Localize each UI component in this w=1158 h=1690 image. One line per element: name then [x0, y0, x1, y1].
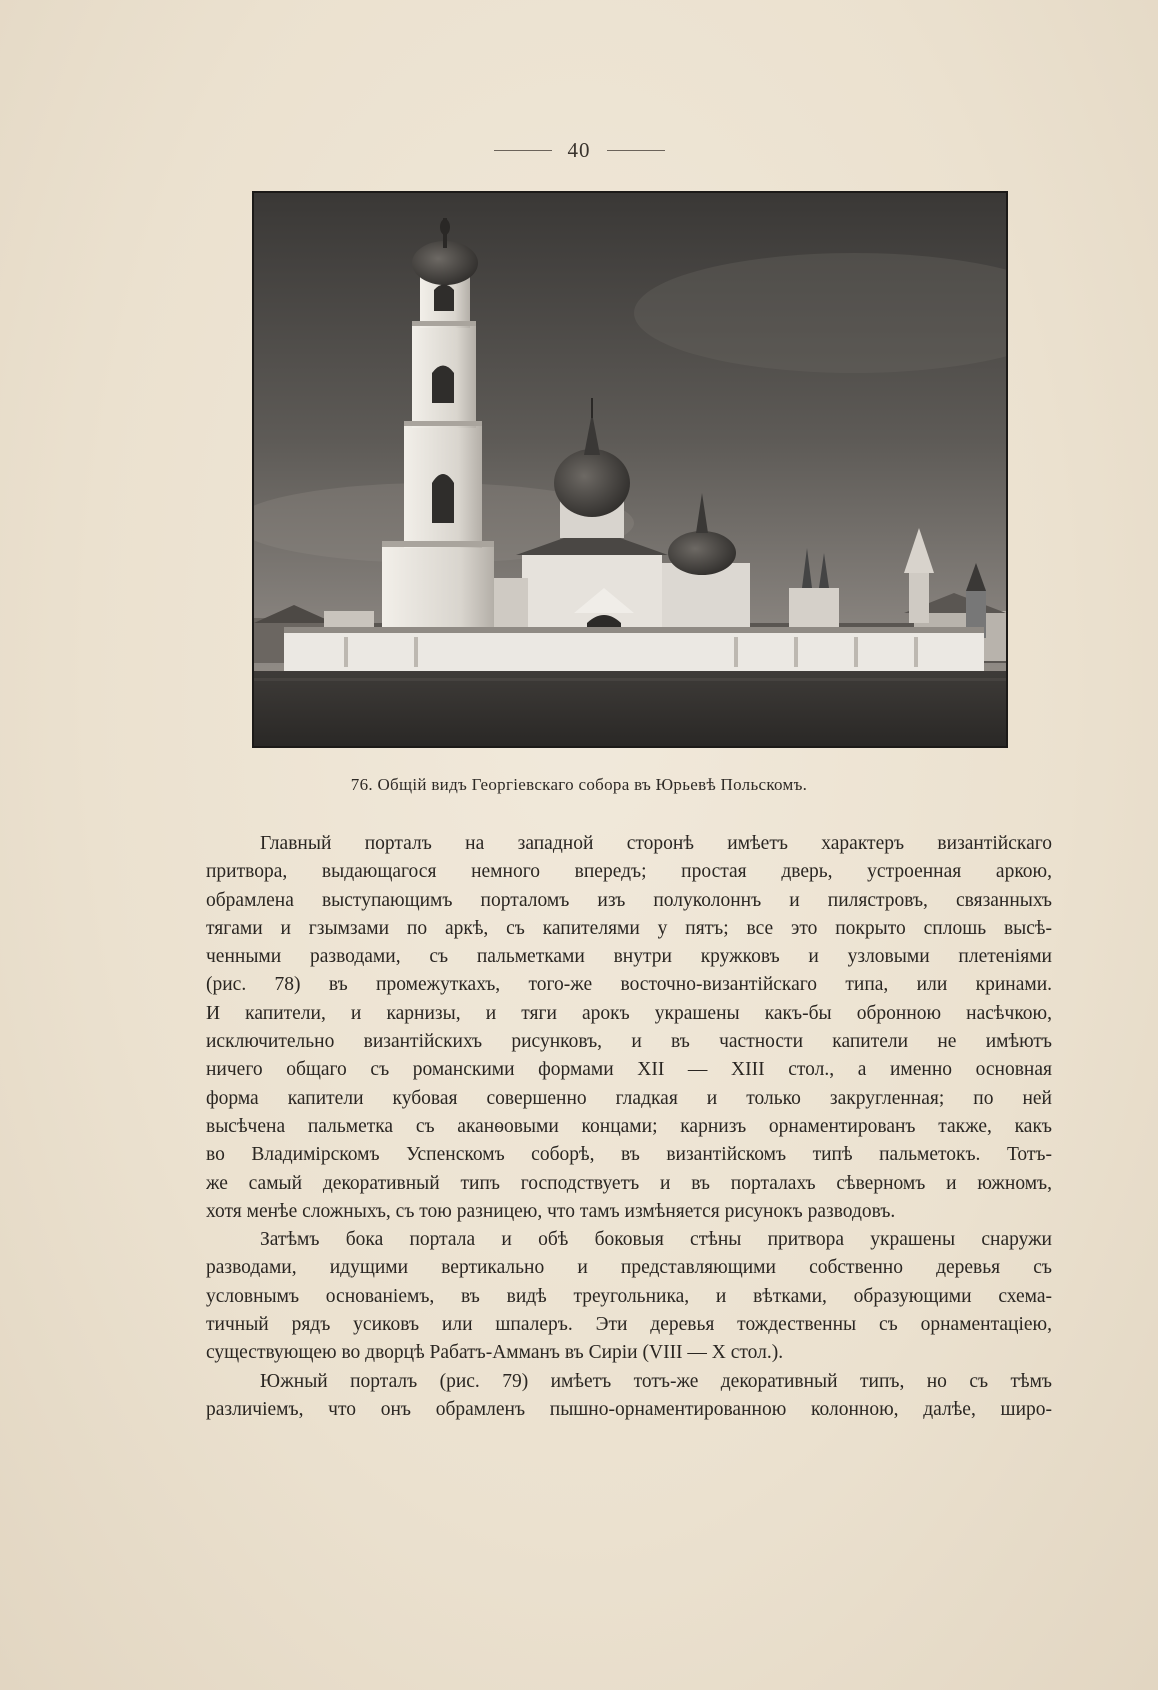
- figure-photograph: [252, 191, 1008, 748]
- text-line: И капители, и карнизы, и тяги арокъ украшены какъ-бы обронною насѣчкою,: [206, 1002, 1052, 1024]
- text-line: же самый декоративный типъ господствуетъ и въ порталахъ сѣверномъ и южномъ,: [206, 1172, 1052, 1194]
- text-line: Южный порталъ (рис. 79) имѣетъ тотъ-же декоративный типъ, но съ тѣмъ: [260, 1370, 1052, 1392]
- header-rule-left: [494, 150, 552, 151]
- text-line: Главный порталъ на западной сторонѣ имѣетъ характеръ византійскаго: [260, 833, 1052, 854]
- text-line: существующею во дворцѣ Рабатъ-Амманъ въ Сиріи (VIII — X стол.).: [206, 1342, 784, 1364]
- text-line: ченными разводами, съ пальметками внутри кружковъ и узловыми плетеніями: [206, 946, 1052, 968]
- text-line: обрамлена выступающимъ порталомъ изъ полуколоннъ и пилястровъ, связанныхъ: [206, 889, 1052, 911]
- text-line: хотя менѣе сложныхъ, съ тою разницею, что тамъ измѣняется рисунокъ разводовъ.: [206, 1200, 896, 1222]
- body-text: [206, 830, 1052, 1424]
- cathedral-photo-illustration: [254, 193, 1006, 746]
- text-line: разводами, идущими вертикально и представляющими собственно деревья съ: [206, 1257, 1052, 1279]
- text-line: Затѣмъ бока портала и обѣ боковыя стѣны притвора украшены снаружи: [260, 1229, 1052, 1251]
- text-line: различіемъ, что онъ обрамленъ пышно-орнаментированною колонною, далѣе, широ-: [206, 1398, 1052, 1420]
- header-rule-right: [607, 150, 665, 151]
- text-line: ничего общаго съ романскими формами XII — XIII стол., а именно основная: [206, 1059, 1052, 1081]
- text-line: форма капители кубовая совершенно гладкая и только закругленная; по ней: [206, 1087, 1052, 1109]
- text-line: исключительно византійскихъ рисунковъ, и въ частности капители не имѣютъ: [206, 1031, 1052, 1053]
- text-line: тягами и гзымзами по аркѣ, съ капителями у пятъ; все это покрыто сплошь высѣ-: [206, 917, 1052, 939]
- text-line: высѣчена пальметка съ аканѳовыми концами; карнизъ орнаментированъ также, какъ: [206, 1115, 1052, 1137]
- text-line: тичный рядъ усиковъ или шпалеръ. Эти деревья тождественны съ орнаментаціею,: [206, 1314, 1052, 1336]
- page-header: [0, 138, 1158, 163]
- text-line: условнымъ основаніемъ, въ видѣ треугольника, и вѣтками, образующими схема-: [206, 1285, 1052, 1307]
- page-number: 40: [567, 138, 591, 162]
- figure-caption: 76. Общій видъ Георгіевскаго собора въ Юрьевѣ Польскомъ.: [350, 775, 808, 794]
- text-line: (рис. 78) въ промежуткахъ, того-же восточно-византійскаго типа, или кринами.: [206, 974, 1052, 996]
- text-line: во Владимірскомъ Успенскомъ соборѣ, въ византійскомъ типѣ пальметокъ. Тотъ-: [206, 1144, 1052, 1166]
- text-line: притвора, выдающагося немного впередъ; простая дверь, устроенная аркою,: [206, 861, 1052, 883]
